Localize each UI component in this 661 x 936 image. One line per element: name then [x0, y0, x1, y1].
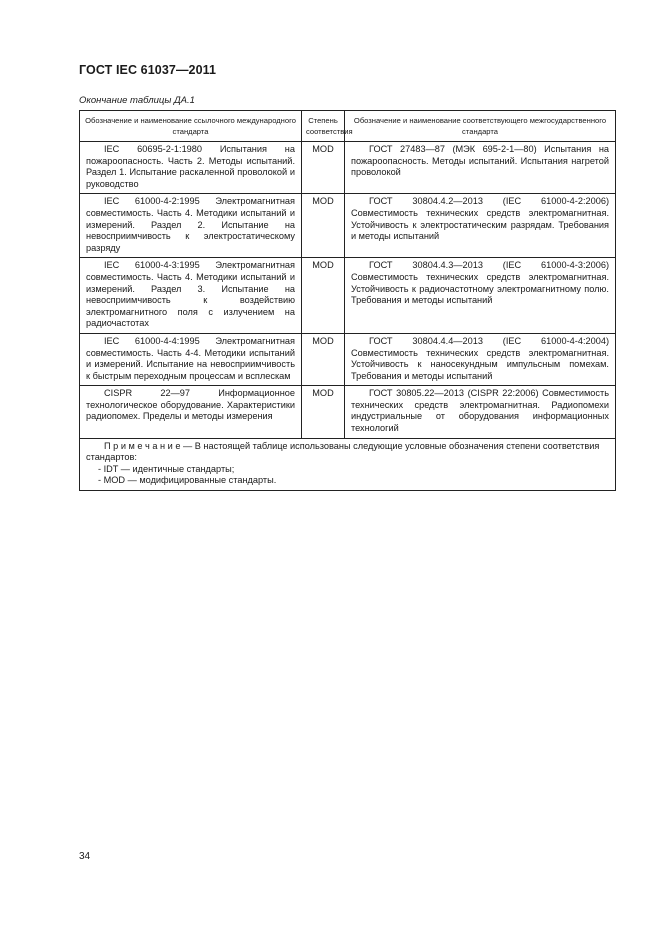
note-item-mod: - MOD — модифицированные стандарты.: [98, 475, 277, 486]
table-header-row: [80, 111, 616, 142]
interstate-standard-cell: ГОСТ 30804.4.3—2013 (IEC 61000-4-3:2006) Совместимость технических средств электромагнитная. Устойчивость к радиочастотному электромагнитному полю. Требования и методы испытаний: [345, 258, 616, 334]
interstate-standard-cell: ГОСТ 27483—87 (МЭК 695-2-1—80) Испытания на пожароопасность. Методы испытаний. Испытания нагретой проволокой: [345, 142, 616, 194]
interstate-standard-cell: ГОСТ 30804.4.2—2013 (IEC 61000-4-2:2006) Совместимость технических средств электромагнитная. Устойчивость к электростатическим разрядам. Требования и методы испытаний: [345, 194, 616, 258]
header-interstate-standard: Обозначение и наименование соответствующего межгосударственного стандарта: [345, 111, 616, 142]
international-standard-cell: IEC 61000-4-2:1995 Электромагнитная совместимость. Часть 4. Методики испытаний и измерений. Раздел 2. Испытание на невосприимчивость к электростатическому разряду: [80, 194, 302, 258]
table-row: [80, 142, 616, 194]
note-text: П р и м е ч а н и е — В настоящей таблице использованы следующие условные обозначения степени соответствия стандартов:: [86, 440, 600, 463]
degree-cell: MOD: [302, 333, 345, 385]
interstate-standard-cell: ГОСТ 30805.22—2013 (CISPR 22:2006) Совместимость технических средств электромагнитная. Радиопомехи индустриальные от оборудования информационных технологий: [345, 386, 616, 438]
international-standard-cell: IEC 61000-4-3:1995 Электромагнитная совместимость. Часть 4. Методики испытаний и измерений. Раздел 3. Испытание на невосприимчивость к воздействию электромагнитного поля с излучением на радиочастотах: [80, 258, 302, 334]
table-row: [80, 333, 616, 385]
international-standard-cell: IEC 61000-4-4:1995 Электромагнитная совместимость. Часть 4-4. Методики испытаний и измерений. Испытание на невосприимчивость к быстрым переходным процессам и всплескам: [80, 333, 302, 385]
international-standard-cell: CISPR 22—97 Информационное технологическое оборудование. Характеристики радиопомех. Пределы и методы измерения: [80, 386, 302, 438]
interstate-standard-cell: ГОСТ 30804.4.4—2013 (IEC 61000-4-4:2004) Совместимость технических средств электромагнитная. Устойчивость к наносекундным импульсным помехам. Требования и методы испытаний: [345, 333, 616, 385]
header-international-standard: Обозначение и наименование ссылочного международного стандарта: [80, 111, 302, 142]
header-degree-of-correspondence: Степень соответствия: [302, 111, 345, 142]
degree-cell: MOD: [302, 386, 345, 438]
page-number: 34: [79, 851, 91, 862]
document-header-title: ГОСТ IEC 61037—2011: [79, 63, 217, 77]
table-caption: Окончание таблицы ДА.1: [79, 95, 195, 106]
table-row: [80, 386, 616, 438]
standards-correspondence-table: [79, 110, 616, 491]
degree-cell: MOD: [302, 258, 345, 334]
note-item-idt: - IDT — идентичные стандарты;: [98, 463, 235, 474]
table-row: [80, 194, 616, 258]
table-row: [80, 258, 616, 334]
international-standard-cell: IEC 60695-2-1:1980 Испытания на пожароопасность. Часть 2. Методы испытаний. Раздел 1. Испытание раскаленной проволокой и руководство: [80, 142, 302, 194]
degree-cell: MOD: [302, 194, 345, 258]
table-note: [80, 438, 616, 490]
table-note-row: [80, 438, 616, 490]
degree-cell: MOD: [302, 142, 345, 194]
